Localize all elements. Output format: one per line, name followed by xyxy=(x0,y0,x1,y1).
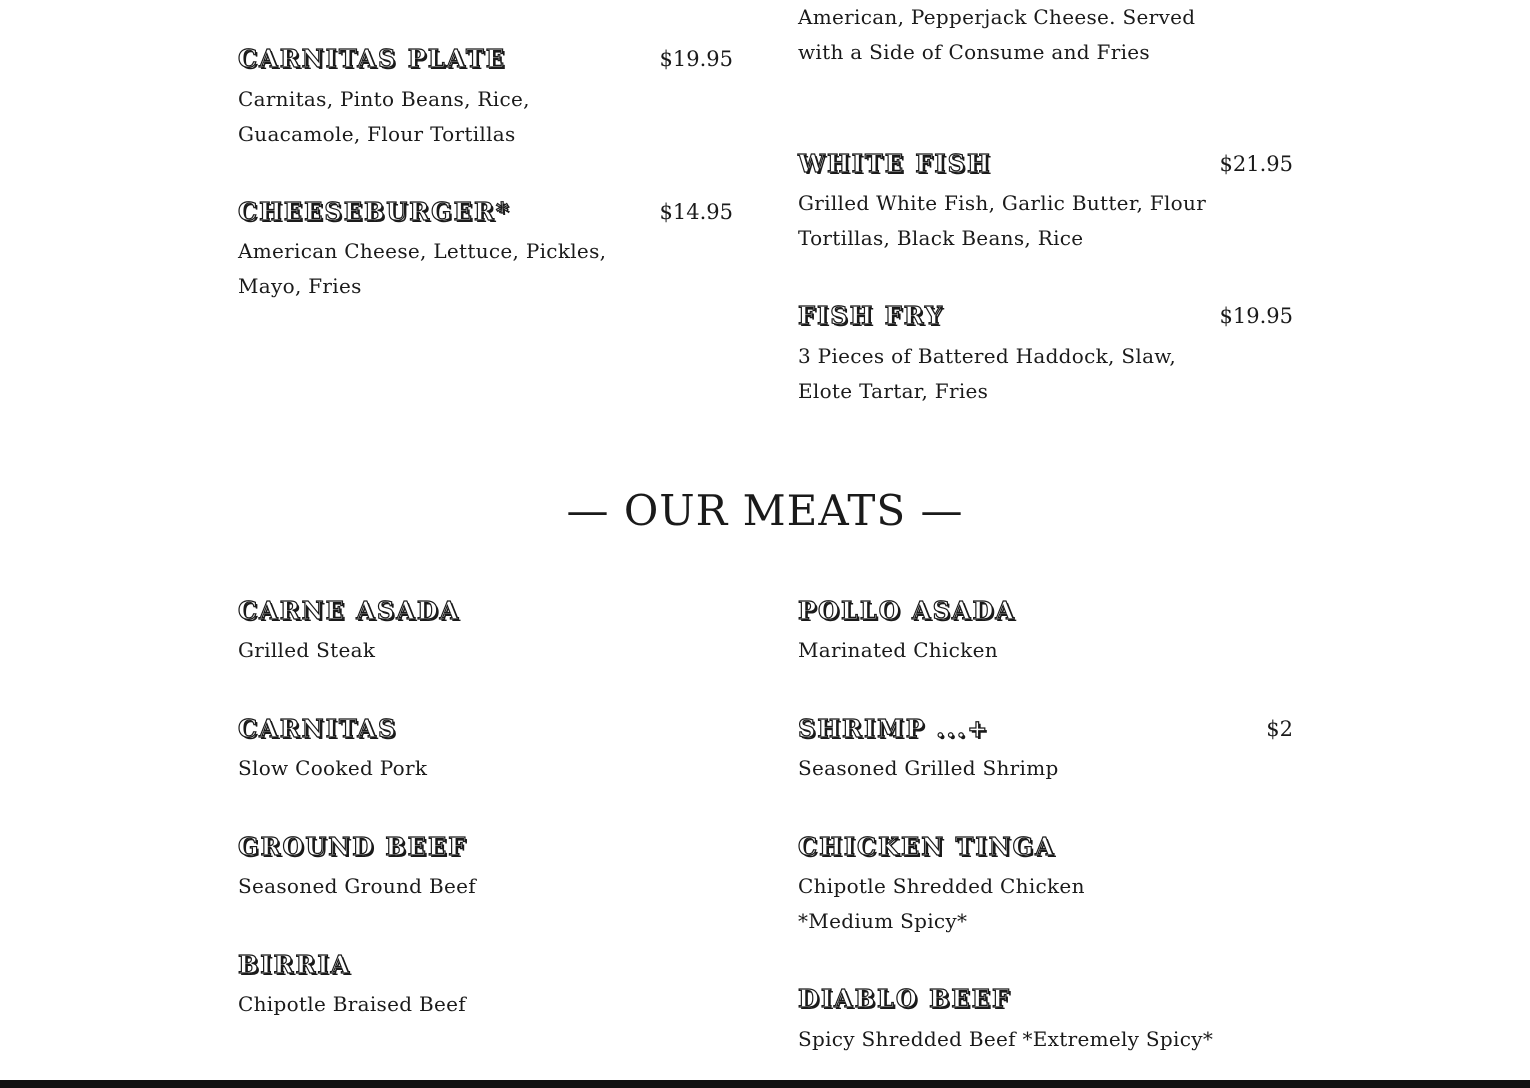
item-desc-cheeseburger: American Cheese, Lettuce, Pickles, Mayo, Fries xyxy=(238,239,607,298)
meat-desc-diablo-beef: Spicy Shredded Beef *Extremely Spicy* xyxy=(798,1027,1214,1051)
meat-price-shrimp: $2 xyxy=(1266,717,1293,741)
meat-desc-ground-beef: Seasoned Ground Beef xyxy=(238,874,476,898)
item-desc-cut-off: American, Pepperjack Cheese. Served with a Side of Consume and Fries xyxy=(798,5,1196,64)
meat-name-carne-asada: CARNE ASADA xyxy=(238,596,461,625)
bottom-bar xyxy=(0,1080,1530,1088)
item-price-white-fish: $21.95 xyxy=(1219,152,1293,176)
meat-name-diablo-beef: DIABLO BEEF xyxy=(798,984,1011,1013)
item-price-cheeseburger: $14.95 xyxy=(659,200,733,224)
meat-desc-pollo-asada: Marinated Chicken xyxy=(798,638,998,662)
meat-name-ground-beef: GROUND BEEF xyxy=(238,832,468,861)
meat-name-birria: BIRRIA xyxy=(238,950,352,979)
item-price-carnitas-plate: $19.95 xyxy=(659,47,733,71)
item-price-fish-fry: $19.95 xyxy=(1219,304,1293,328)
meat-name-shrimp: SHRIMP ...+ xyxy=(798,714,990,743)
meat-desc-carnitas: Slow Cooked Pork xyxy=(238,756,428,780)
meat-desc-chicken-tinga: Chipotle Shredded Chicken *Medium Spicy* xyxy=(798,874,1085,933)
item-name-white-fish: WHITE FISH xyxy=(798,149,992,178)
item-name-cheeseburger: CHEESEBURGER* xyxy=(238,197,511,226)
item-desc-carnitas-plate: Carnitas, Pinto Beans, Rice, Guacamole, Flour Tortillas xyxy=(238,87,530,146)
meat-desc-birria: Chipotle Braised Beef xyxy=(238,992,466,1016)
item-desc-fish-fry: 3 Pieces of Battered Haddock, Slaw, Elote Tartar, Fries xyxy=(798,344,1176,403)
item-name-fish-fry: FISH FRY xyxy=(798,301,945,330)
meat-desc-carne-asada: Grilled Steak xyxy=(238,638,376,662)
meat-name-chicken-tinga: CHICKEN TINGA xyxy=(798,832,1056,861)
meat-desc-shrimp: Seasoned Grilled Shrimp xyxy=(798,756,1059,780)
meat-name-pollo-asada: POLLO ASADA xyxy=(798,596,1016,625)
item-desc-white-fish: Grilled White Fish, Garlic Butter, Flour Tortillas, Black Beans, Rice xyxy=(798,191,1207,250)
item-name-carnitas-plate: CARNITAS PLATE xyxy=(238,44,507,73)
section-title-our-meats: — OUR MEATS — xyxy=(566,486,964,535)
meat-name-carnitas: CARNITAS xyxy=(238,714,398,743)
